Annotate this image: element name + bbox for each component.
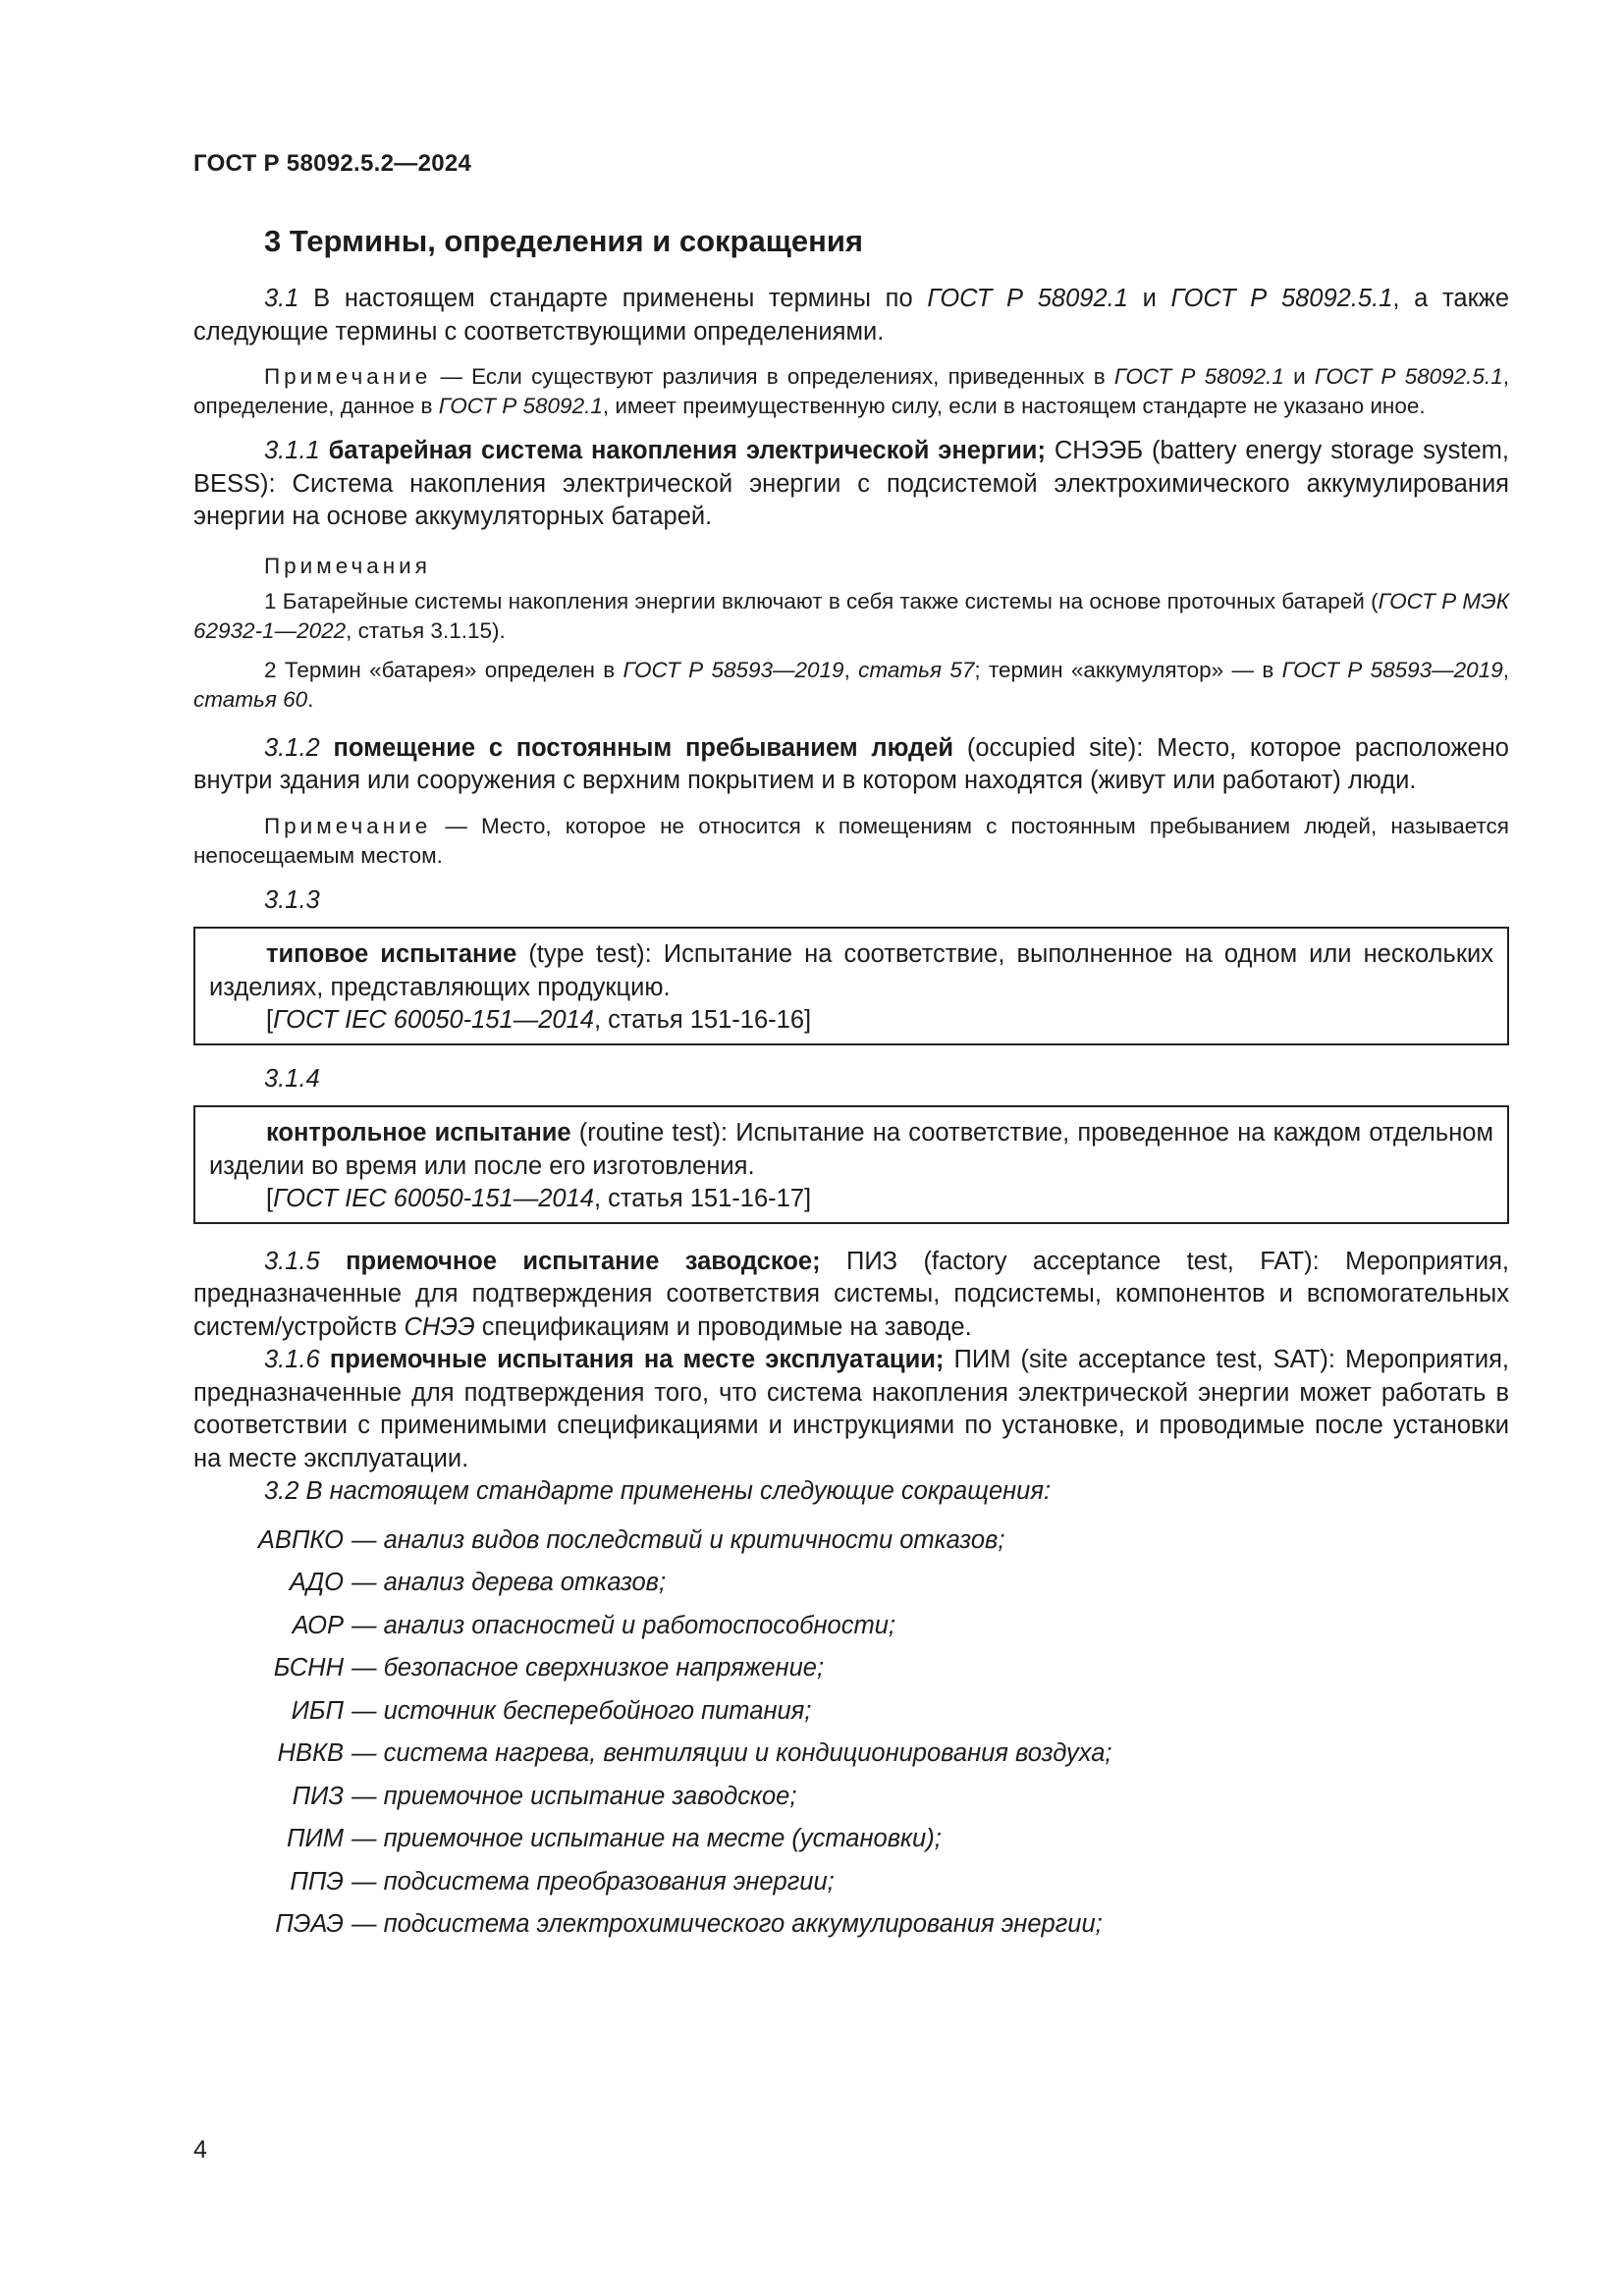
abbreviation-row [193, 1866, 1509, 1899]
term-3-1-4-box [193, 1105, 1509, 1224]
abbreviation-code: ППЭ [290, 1867, 344, 1896]
abbreviation-row [193, 1908, 1509, 1942]
abbreviation-row [193, 1737, 1509, 1771]
term-3-1-4-number: 3.1.4 [264, 1064, 320, 1093]
abbreviation-definition: — анализ дерева отказов; [352, 1569, 667, 1596]
abbreviation-definition: — система нагрева, вентиляции и кондиционирования воздуха; [352, 1739, 1112, 1767]
page-body [193, 283, 1509, 1951]
abbreviation-row [193, 1524, 1509, 1558]
abbreviation-code: АОР [292, 1611, 344, 1639]
abbreviation-definition: — анализ опасностей и работоспособности; [352, 1611, 896, 1639]
abbreviation-definition: — анализ видов последствий и критичности отказов; [352, 1525, 1005, 1554]
page-number: 4 [193, 2136, 207, 2163]
note-3-1: Примечание — Если существуют различия в определениях, приведенных в ГОСТ Р 58092.1 и ГОСТ Р 58092.5.1, определение, данное в ГОСТ Р 58092.1, имеет преимущественную силу, если в настоящем стандарте не указано иное. [193, 364, 1509, 418]
abbreviation-definition: — источник бесперебойного питания; [352, 1696, 812, 1725]
paragraph-3-2: 3.2 В настоящем стандарте применены следующие сокращения: [264, 1477, 1052, 1505]
note-3-1-1-item-2: 2 Термин «батарея» определен в ГОСТ Р 58593—2019, статья 57; термин «аккумулятор» — в ГОСТ Р 58593—2019, статья 60. [193, 657, 1509, 712]
abbreviation-code: АВПКО [257, 1525, 344, 1554]
term-3-1-1: 3.1.1 батарейная система накопления электрической энергии; СНЭЭБ (battery energy storage system, BESS): Система накопления электрической энергии с подсистемой электрохимического аккумулирования энергии на основе аккумуляторных батарей. [193, 437, 1509, 530]
abbreviation-row [193, 1610, 1509, 1643]
note-label: Примечание [264, 364, 432, 389]
abbreviation-definition: — приемочное испытание заводское; [352, 1782, 797, 1810]
term-3-1-3-box [193, 927, 1509, 1045]
term-3-1-2: 3.1.2 помещение с постоянным пребыванием людей (occupied site): Место, которое расположено внутри здания или сооружения с верхним покрытием и в котором находятся (живут или работают) люди. [193, 733, 1509, 794]
note-3-1-2: Примечание — Место, которое не относится к помещениям с постоянным пребыванием людей, называется непосещаемым местом. [193, 813, 1509, 868]
abbreviation-code: ПИЗ [292, 1782, 344, 1810]
term-3-1-5: 3.1.5 приемочное испытание заводское; ПИЗ (factory acceptance test, FAT): Мероприятия, предназначенные для подтверждения соответствия системы, подсистемы, компонентов и вспомогательных систем/устройств СНЭЭ спецификациям и проводимые на заводе. [193, 1247, 1509, 1341]
abbreviation-code: АДО [289, 1569, 344, 1596]
paragraph-3-1: 3.1 В настоящем стандарте применены термины по ГОСТ Р 58092.1 и ГОСТ Р 58092.5.1, а также следующие термины с соответствующими определениями. [193, 285, 1510, 346]
abbreviation-code: ИБП [291, 1696, 344, 1725]
abbreviation-row [193, 1652, 1509, 1685]
abbreviation-code: БСНН [273, 1654, 344, 1682]
abbreviation-row [193, 1567, 1509, 1600]
term-3-1-3-source: [ГОСТ IEC 60050-151—2014, статья 151-16-16] [266, 1006, 812, 1034]
term-3-1-3-number: 3.1.3 [264, 885, 320, 914]
abbreviation-row [193, 1823, 1509, 1856]
abbreviation-code: ПИМ [287, 1825, 344, 1852]
abbreviation-definition: — подсистема электрохимического аккумулирования энергии; [352, 1910, 1103, 1938]
abbreviation-definition: — подсистема преобразования энергии; [352, 1867, 835, 1896]
term-3-1-4-source: [ГОСТ IEC 60050-151—2014, статья 151-16-17] [266, 1185, 812, 1212]
abbreviation-code: НВКВ [277, 1739, 344, 1767]
term-3-1-6: 3.1.6 приемочные испытания на месте эксплуатации; ПИМ (site acceptance test, SAT): Мероприятия, предназначенные для подтверждения того, что система накопления электрической энергии может работать в соответствии с применимыми спецификациями и инструкциями по установке, и проводимые после установки на месте эксплуатации. [193, 1346, 1510, 1472]
notes-label: Примечания [264, 553, 431, 578]
abbreviation-row [193, 1695, 1509, 1729]
abbreviation-row [193, 1781, 1509, 1814]
term-3-1-3-definition: типовое испытание (type test): Испытание на соответствие, выполненное на одном или нескольких изделиях, представляющих продукцию. [209, 940, 1493, 1001]
abbreviation-code: ПЭАЭ [275, 1910, 344, 1938]
abbreviation-definition: — безопасное сверхнизкое напряжение; [352, 1654, 825, 1682]
note-3-1-1-item-1: 1 Батарейные системы накопления энергии включают в себя также системы на основе проточных батарей (ГОСТ Р МЭК 62932-1—2022, статья 3.1.15). [193, 588, 1509, 643]
document-id-header: ГОСТ Р 58092.5.2—2024 [193, 150, 472, 177]
abbreviation-definition: — приемочное испытание на месте (установки); [352, 1825, 942, 1852]
abbreviation-list [193, 1524, 1509, 1942]
section-title: 3 Термины, определения и сокращения [264, 224, 863, 258]
term-3-1-4-definition: контрольное испытание (routine test): Испытание на соответствие, проведенное на каждом отдельном изделии во время или после его изготовления. [209, 1119, 1494, 1180]
